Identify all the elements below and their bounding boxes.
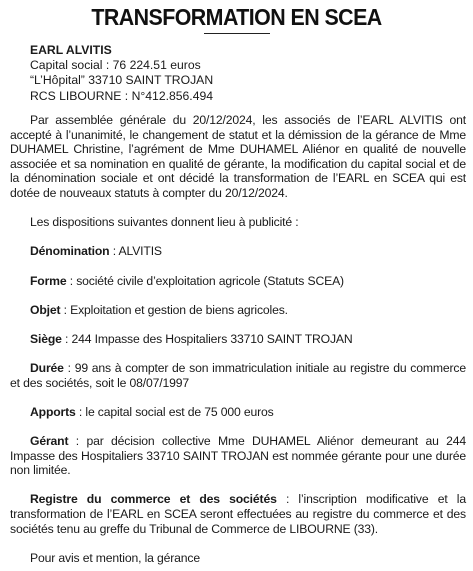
section-objet [10,303,466,318]
section-text: : le capital social est de 75 000 euros [75,404,274,419]
section-label: Forme [30,273,67,288]
section-label: Gérant [30,434,69,449]
section-apports [10,405,466,420]
section-text: : ALVITIS [109,244,162,259]
section-text: : par décision collective Mme DUHAMEL Aliénor demeurant au 244 Impasse des Hospitaliers 33710 SAINT TROJAN est nommée gérante pour une durée non limitée. [10,434,466,478]
company-rcs: RCS LIBOURNE : N°412.856.494 [30,88,214,103]
section-text: : Exploitation et gestion de biens agricoles. [60,302,288,317]
publicity-intro: Les dispositions suivantes donnent lieu à publicité : [30,215,299,230]
section-duree [10,361,466,390]
section-label: Durée [30,361,64,376]
section-gerant [10,434,466,478]
company-header [30,43,213,104]
intro-paragraph: Par assemblée générale du 20/12/2024, les associés de l’EARL ALVITIS ont accepté à l’unanimité, le changement de statut et la démission de la gérance de Mme DUHAMEL Christine, l’agrément de Mme DUHAMEL Aliénor en qualité de nouvelle associée et sa nomination en qualité de gérante, la modification du capital social et de la dénomination sociale et ont décidé la transformation de l’EARL en SCEA qui est dotée de nouveaux statuts à compter du 20/12/2024. [10,113,466,200]
section-label: Objet [30,302,61,317]
section-label: Registre du commerce et des sociétés [30,492,277,507]
section-forme [10,274,466,289]
notice-body [10,113,466,565]
company-address: “L’Hôpital” 33710 SAINT TROJAN [30,73,214,88]
section-denomination [10,244,466,259]
section-label: Dénomination [30,244,110,259]
section-label: Apports [30,404,76,419]
section-siege [10,332,466,347]
page-title: TRANSFORMATION EN SCEA [91,4,382,30]
company-name: EARL ALVITIS [30,43,112,57]
section-text: : société civile d’exploitation agricole (Statuts SCEA) [66,273,344,288]
section-text: : 99 ans à compter de son immatriculation initiale au registre du commerce et des sociétés, soit le 08/07/1997 [10,361,466,390]
section-registre [10,492,466,536]
closing-line: Pour avis et mention, la gérance [30,550,200,565]
company-capital: Capital social : 76 224.51 euros [30,58,201,73]
title-underline [204,33,270,34]
section-text: : 244 Impasse des Hospitaliers 33710 SAINT TROJAN [61,331,353,346]
section-label: Siège [30,331,62,346]
section-text: : l’inscription modificative et la transformation de l’EARL en SCEA seront effectuées au registre du commerce et des sociétés tenu au greffe du Tribunal de Commerce de LIBOURNE (33). [10,492,466,536]
